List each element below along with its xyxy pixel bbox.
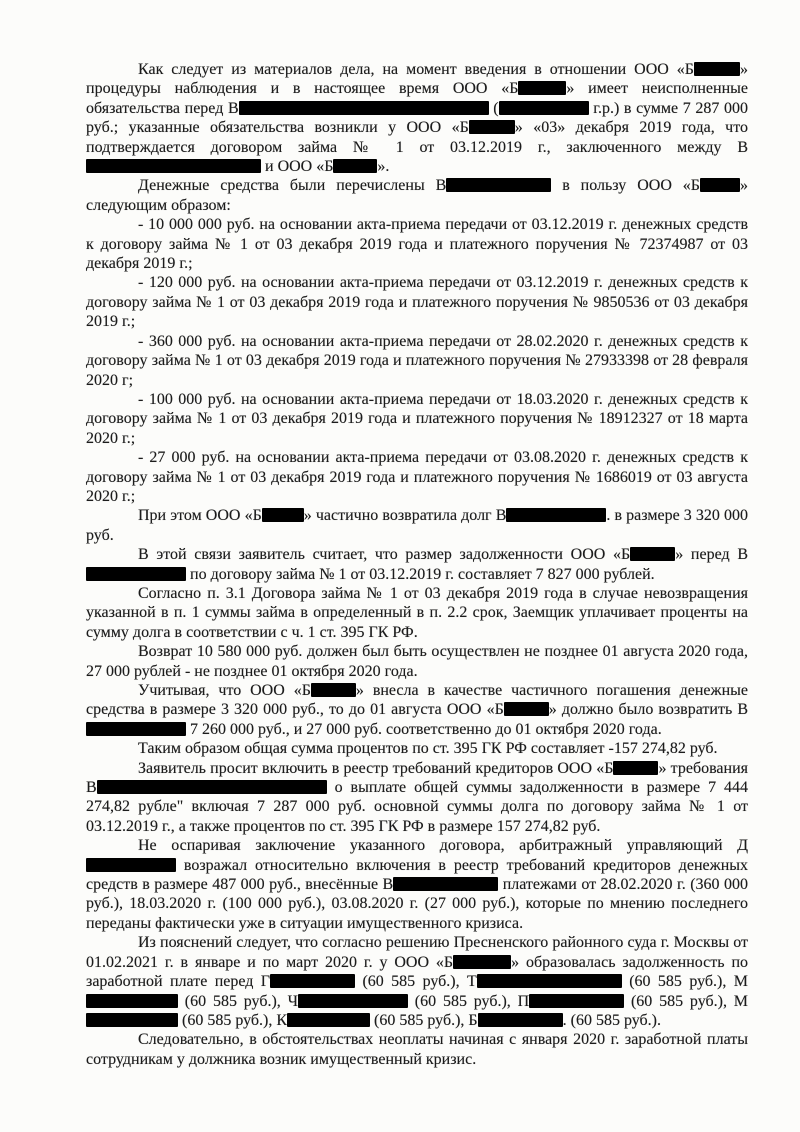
text-run: » требования В <box>86 759 749 797</box>
redaction-bar <box>86 1013 178 1027</box>
paragraph-3 <box>86 215 748 273</box>
redaction-bar <box>270 974 355 988</box>
paragraph-5 <box>86 332 748 390</box>
text-run: Из пояснений следует, что согласно решению Пресненского районного суда г. Москвы от 01.02.2021 г. в январе и по март 2020 г. у ООО «Б <box>86 934 748 971</box>
text-run: (60 585 руб.), К <box>178 1011 288 1029</box>
paragraph-12 <box>86 681 748 739</box>
text-run: Согласно п. 3.1 Договора займа № 1 от 03 декабря 2019 года в случае невозвращения указанной в п. 1 суммы займа в определенный в п. 2.2 срок, Заемщик уплачивает проценты на сумму долга в соответствии с ч. 1 ст. 395 ГК РФ. <box>86 584 748 641</box>
redaction-bar <box>86 722 186 736</box>
text-run: При этом ООО «Б <box>138 507 262 525</box>
paragraph-10 <box>86 584 748 642</box>
text-run: Возврат 10 580 000 руб. должен был быть осуществлен не позднее 01 августа 2020 года, 27 000 рублей - не позднее 01 октября 2020 года. <box>86 643 748 680</box>
redaction-bar <box>504 702 549 716</box>
redaction-bar <box>446 178 551 192</box>
text-run: » процедуры наблюдения и в настоящее время ООО «Б <box>86 61 748 98</box>
text-run: платежами от 28.02.2020 г. (360 000 руб.), 18.03.2020 г. (100 000 руб.), 03.08.2020 г. (27 000 руб.), которые по мнению последнего переданы фактически уже в ситуации имущественного кризиса. <box>86 876 748 932</box>
redaction-bar <box>86 567 186 581</box>
paragraph-7 <box>86 448 748 506</box>
paragraph-14 <box>86 759 748 837</box>
text-run: возражал относительно включения в реестр требований кредиторов денежных средств в размере 487 000 руб., внесённые В <box>86 856 748 894</box>
text-run: (60 585 руб.), Б <box>370 1011 478 1029</box>
text-run: Денежные средства были перечислены В <box>138 177 447 195</box>
text-run: (60 585 руб.), П <box>408 992 530 1010</box>
paragraph-4 <box>86 273 748 331</box>
text-run: - 100 000 руб. на основании акта-приема передачи от 18.03.2020 г. денежных средств к договору займа № 1 от 03 декабря 2019 года и платежного поручения № 18912327 от 18 марта 2020 г.; <box>86 390 748 447</box>
redaction-bar <box>694 62 740 76</box>
text-run: » имеет неисполненные обязательства перед В <box>86 80 749 117</box>
paragraph-17 <box>86 1030 748 1069</box>
text-run: » следующим образом: <box>86 177 748 214</box>
redaction-bar <box>529 994 624 1008</box>
redaction-bar <box>86 994 178 1008</box>
text-run: - 360 000 руб. на основании акта-приема передачи от 28.02.2020 г. денежных средств к договору займа № 1 от 03 декабря 2019 года и платежного поручения № 27933398 от 28 февраля 2020 г; <box>86 332 748 389</box>
text-run: . в размере 3 320 000 руб. <box>86 507 749 544</box>
paragraph-13 <box>86 739 748 758</box>
text-run: - 10 000 000 руб. на основании акта-приема передачи от 03.12.2019 г. денежных средств к договору займа № 1 от 03 декабря 2019 года и платежного поручения № 72374987 от 03 декабря 2019 г.; <box>86 216 748 273</box>
text-run: (60 585 руб.), Т <box>355 973 477 991</box>
text-run: » должно было возвратить В <box>548 701 748 719</box>
redaction-bar <box>499 101 589 115</box>
text-run: и ООО «Б <box>261 158 334 176</box>
text-run: » частично возвратила долг В <box>303 507 507 525</box>
paragraph-16 <box>86 933 748 1030</box>
text-run: » перед В <box>675 546 748 564</box>
paragraph-15 <box>86 836 748 933</box>
text-run: ( <box>488 99 499 117</box>
redaction-bar <box>478 1013 563 1027</box>
redaction-bar <box>239 101 489 115</box>
text-run: Учитывая, что ООО «Б <box>138 682 311 699</box>
redaction-bar <box>477 974 622 988</box>
redaction-bar <box>518 81 566 95</box>
paragraph-2 <box>86 176 748 215</box>
text-run: Следовательно, в обстоятельствах неоплаты начиная с января 2020 г. заработной платы сотрудникам у должника возник имущественный кризис. <box>86 1031 748 1068</box>
redaction-bar <box>700 178 740 192</box>
redaction-bar <box>453 955 511 969</box>
paragraph-6 <box>86 390 748 448</box>
text-run: (60 585 руб.), М <box>621 973 748 991</box>
text-run: » образовалась задолженность по заработной плате перед Г <box>86 953 749 991</box>
paragraph-9 <box>86 545 748 584</box>
text-run: . (60 585 руб.). <box>562 1011 661 1029</box>
text-run: 7 260 000 руб., и 27 000 руб. соответственно до 01 октября 2020 года. <box>186 720 662 738</box>
redaction-bar <box>298 994 408 1008</box>
text-run: в пользу ООО «Б <box>551 177 700 195</box>
text-run: Как следует из материалов дела, на момент введения в отношении ООО «Б <box>138 61 694 78</box>
text-run: (60 585 руб.), М <box>624 992 748 1010</box>
paragraph-8 <box>86 506 748 545</box>
text-run: В этой связи заявитель считает, что размер задолженности ООО «Б <box>138 546 631 564</box>
text-run: Таким образом общая сумма процентов по ст. 395 ГК РФ составляет -157 274,82 руб. <box>138 740 718 758</box>
text-run: ». <box>377 158 390 176</box>
paragraph-11 <box>86 642 748 681</box>
text-run: г.р.) в сумме 7 287 000 руб.; указанные обязательства возникли у ООО «Б <box>86 99 749 137</box>
text-run: Заявитель просит включить в реестр требований кредиторов ООО «Б <box>138 759 614 777</box>
redaction-bar <box>506 508 606 522</box>
redaction-bar <box>97 780 327 794</box>
redaction-bar <box>469 120 515 134</box>
text-run: » «03» декабря 2019 года, что подтверждается договором займа № 1 от 03.12.2019 г., заключенного между В <box>86 119 749 156</box>
redaction-bar <box>311 683 356 697</box>
text-run: » внесла в качестве частичного погашения денежные средства в размере 3 320 000 руб., то до 01 августа ООО «Б <box>86 682 749 719</box>
redaction-bar <box>333 159 377 173</box>
text-run: - 120 000 руб. на основании акта-приема передачи от 03.12.2019 г. денежных средств к договору займа № 1 от 03 декабря 2019 года и платежного поручения № 9850536 от 03 декабря 2019 г.; <box>86 274 748 331</box>
document-body <box>86 60 748 1069</box>
redaction-bar <box>86 159 261 173</box>
text-run: Не оспаривая заключение указанного договора, арбитражный управляющий Д <box>138 837 748 855</box>
redaction-bar <box>262 508 304 522</box>
text-run: о выплате общей суммы задолженности в размере 7 444 274,82 рубле" включая 7 287 000 руб. основной суммы долга по договору займа № 1 от 03.12.2019 г., а также процентов по ст. 395 ГК РФ в размере 157 274,82 руб. <box>86 779 748 835</box>
paragraph-1 <box>86 60 748 176</box>
redaction-bar <box>613 761 658 775</box>
text-run: (60 585 руб.), Ч <box>178 992 298 1010</box>
text-run: - 27 000 руб. на основании акта-приема передачи от 03.08.2020 г. денежных средств к договору займа № 1 от 03 декабря 2019 года и платежного поручения № 1686019 от 03 августа 2020 г.; <box>86 449 748 505</box>
text-run: по договору займа № 1 от 03.12.2019 г. составляет 7 827 000 рублей. <box>186 565 655 583</box>
redaction-bar <box>393 877 498 891</box>
redaction-bar <box>86 858 176 872</box>
redaction-bar <box>287 1013 370 1027</box>
redaction-bar <box>630 547 675 561</box>
